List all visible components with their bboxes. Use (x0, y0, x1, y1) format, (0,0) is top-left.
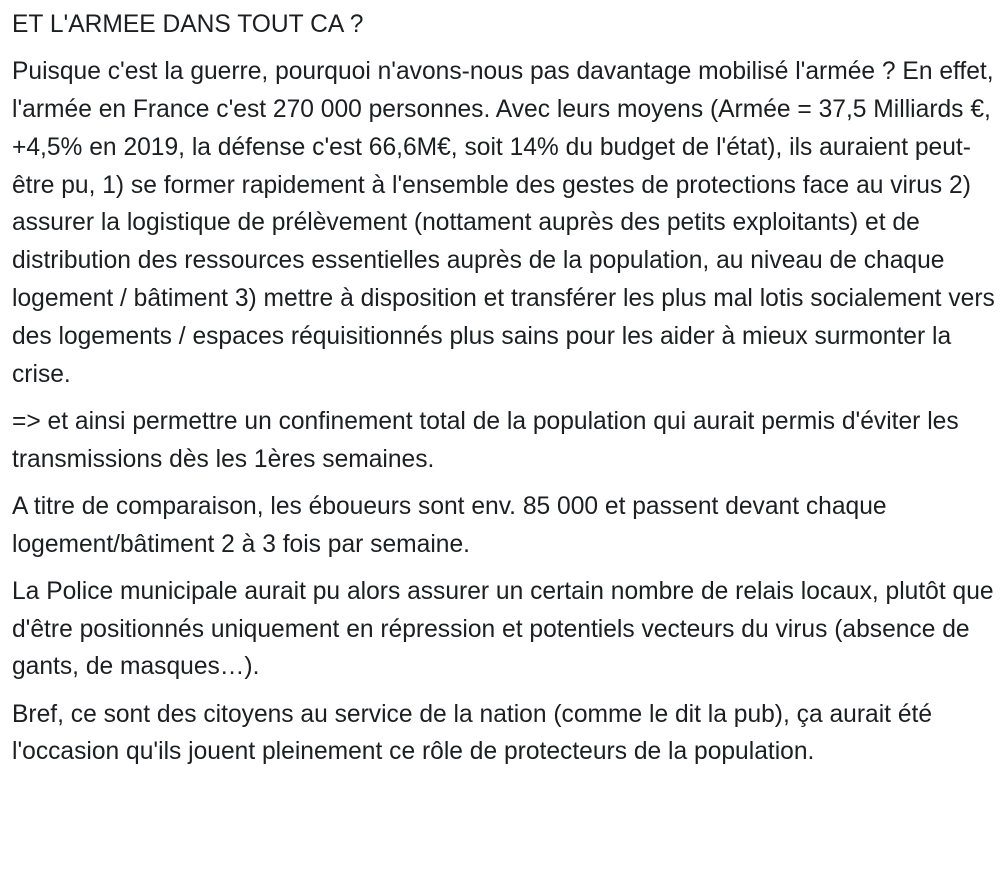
paragraph-municipal-police: La Police municipale aurait pu alors assurer un certain nombre de relais locaux, plutôt que d'être positionnés uniquement en répression et potentiels vecteurs du virus (absence de gants, de masques…). (12, 577, 994, 681)
paragraph-garbage-collectors: A titre de comparaison, les éboueurs sont env. 85 000 et passent devant chaque logement/bâtiment 2 à 3 fois par semaine. (12, 492, 887, 558)
paragraph-conclusion: Bref, ce sont des citoyens au service de la nation (comme le dit la pub), ça aurait été l'occasion qu'ils jouent pleinement ce rôle de protecteurs de la population. (12, 700, 933, 766)
paragraph-army-mobilisation: Puisque c'est la guerre, pourquoi n'avons-nous pas davantage mobilisé l'armée ? En effet, l'armée en France c'est 270 000 personnes. Avec leurs moyens (Armée = 37,5 Milliards €, +4,5% en 2019, la défense c'est 66,6M€, soit 14% du budget de l'état), ils auraient peut-être pu, 1) se former rapidement à l'ensemble des gestes de protections face au virus 2) assurer la logistique de prélèvement (nottament auprès des petits exploitants) et de distribution des ressources essentielles auprès de la population, au niveau de chaque logement / bâtiment 3) mettre à disposition et transférer les plus mal lotis socialement vers des logements / espaces réquisitionnés plus sains pour les aider à mieux surmonter la crise. (12, 58, 995, 388)
post-body (12, 6, 997, 780)
paragraph-total-confinement: => et ainsi permettre un confinement total de la population qui aurait permis d'éviter les transmissions dès les 1ères semaines. (12, 407, 959, 473)
post-heading: ET L'ARMEE DANS TOUT CA ? (12, 11, 364, 38)
